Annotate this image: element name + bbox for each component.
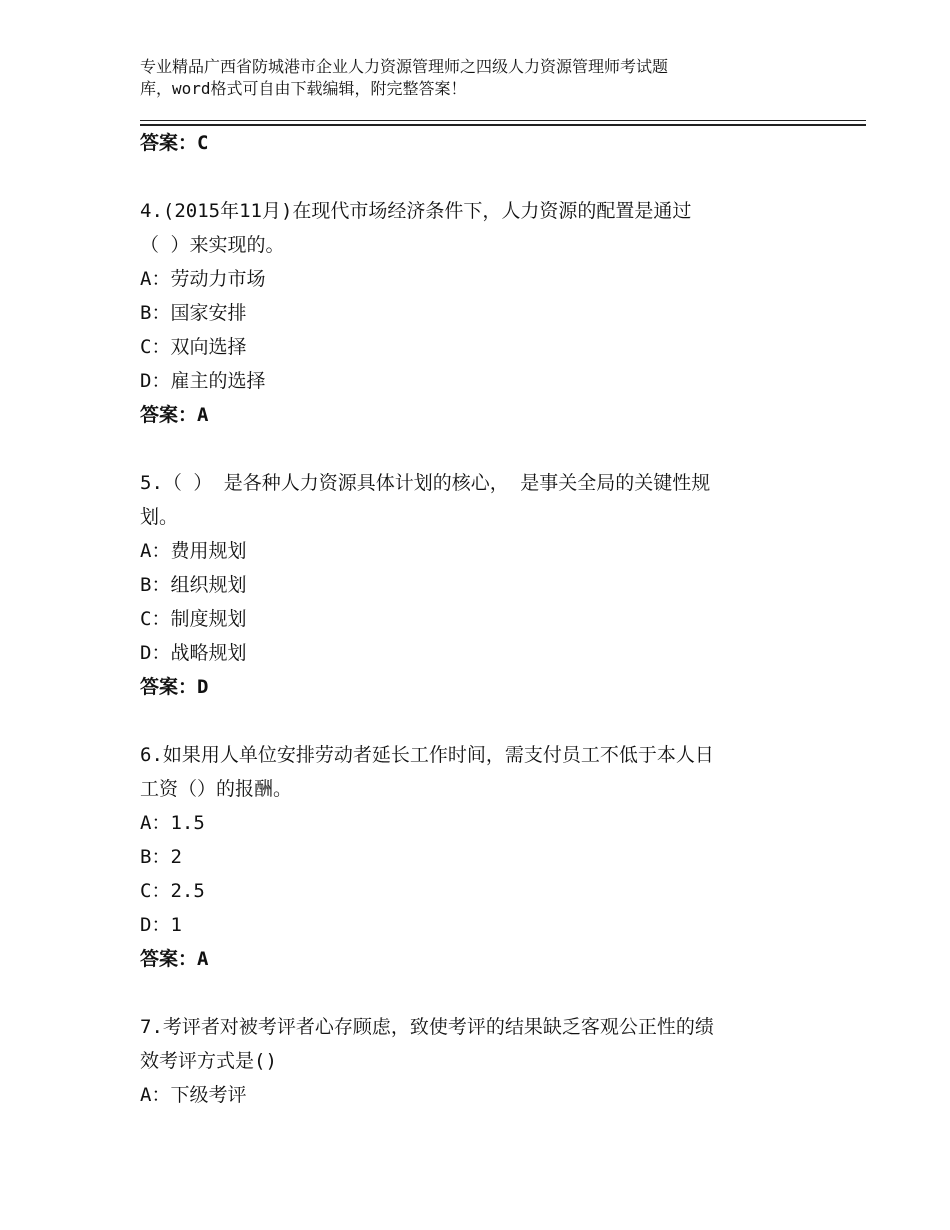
answer-label: 答案：	[140, 404, 198, 426]
answer-line	[140, 670, 820, 704]
option-a: A：下级考评	[140, 1084, 247, 1106]
question-stem-line: 划。	[140, 506, 179, 528]
option-c: C：2.5	[140, 880, 205, 902]
answer-line	[140, 126, 820, 160]
document-body	[140, 126, 820, 1112]
answer-value: D	[197, 676, 209, 698]
answer-value: A	[197, 404, 209, 426]
answer-label: 答案：	[140, 948, 198, 970]
spacer	[140, 976, 820, 1010]
option-a: A：劳动力市场	[140, 268, 266, 290]
question-4	[140, 194, 820, 432]
option-d: D：1	[140, 914, 182, 936]
answer-value: A	[197, 948, 209, 970]
option-b: B：2	[140, 846, 182, 868]
option-b: B：组织规划	[140, 574, 247, 596]
option-a: A：1.5	[140, 812, 205, 834]
document-header	[140, 56, 820, 100]
header-rule-thin	[140, 120, 866, 121]
question-stem-line: 5.（ ） 是各种人力资源具体计划的核心， 是事关全局的关键性规	[140, 472, 711, 494]
question-6	[140, 738, 820, 976]
header-line-1: 专业精品广西省防城港市企业人力资源管理师之四级人力资源管理师考试题	[140, 57, 669, 76]
option-a: A：费用规划	[140, 540, 247, 562]
option-c: C：双向选择	[140, 336, 247, 358]
question-stem-line: 4.(2015年11月)在现代市场经济条件下，人力资源的配置是通过	[140, 200, 692, 222]
spacer	[140, 704, 820, 738]
question-stem-line: 6.如果用人单位安排劳动者延长工作时间，需支付员工不低于本人日	[140, 744, 714, 766]
answer-label: 答案：	[140, 676, 198, 698]
option-d: D：战略规划	[140, 642, 247, 664]
option-c: C：制度规划	[140, 608, 247, 630]
question-stem-line: 效考评方式是()	[140, 1050, 277, 1072]
answer-line	[140, 398, 820, 432]
question-stem-line: （ ）来实现的。	[140, 234, 285, 256]
question-stem-line: 工资（）的报酬。	[140, 778, 293, 800]
question-7	[140, 1010, 820, 1112]
answer-label: 答案：	[140, 132, 198, 154]
option-b: B：国家安排	[140, 302, 247, 324]
question-5	[140, 466, 820, 704]
answer-value: C	[197, 132, 209, 154]
option-d: D：雇主的选择	[140, 370, 266, 392]
answer-line	[140, 942, 820, 976]
spacer	[140, 160, 820, 194]
question-stem-line: 7.考评者对被考评者心存顾虑，致使考评的结果缺乏客观公正性的绩	[140, 1016, 714, 1038]
header-line-2: 库，word格式可自由下载编辑，附完整答案！	[140, 79, 467, 98]
spacer	[140, 432, 820, 466]
